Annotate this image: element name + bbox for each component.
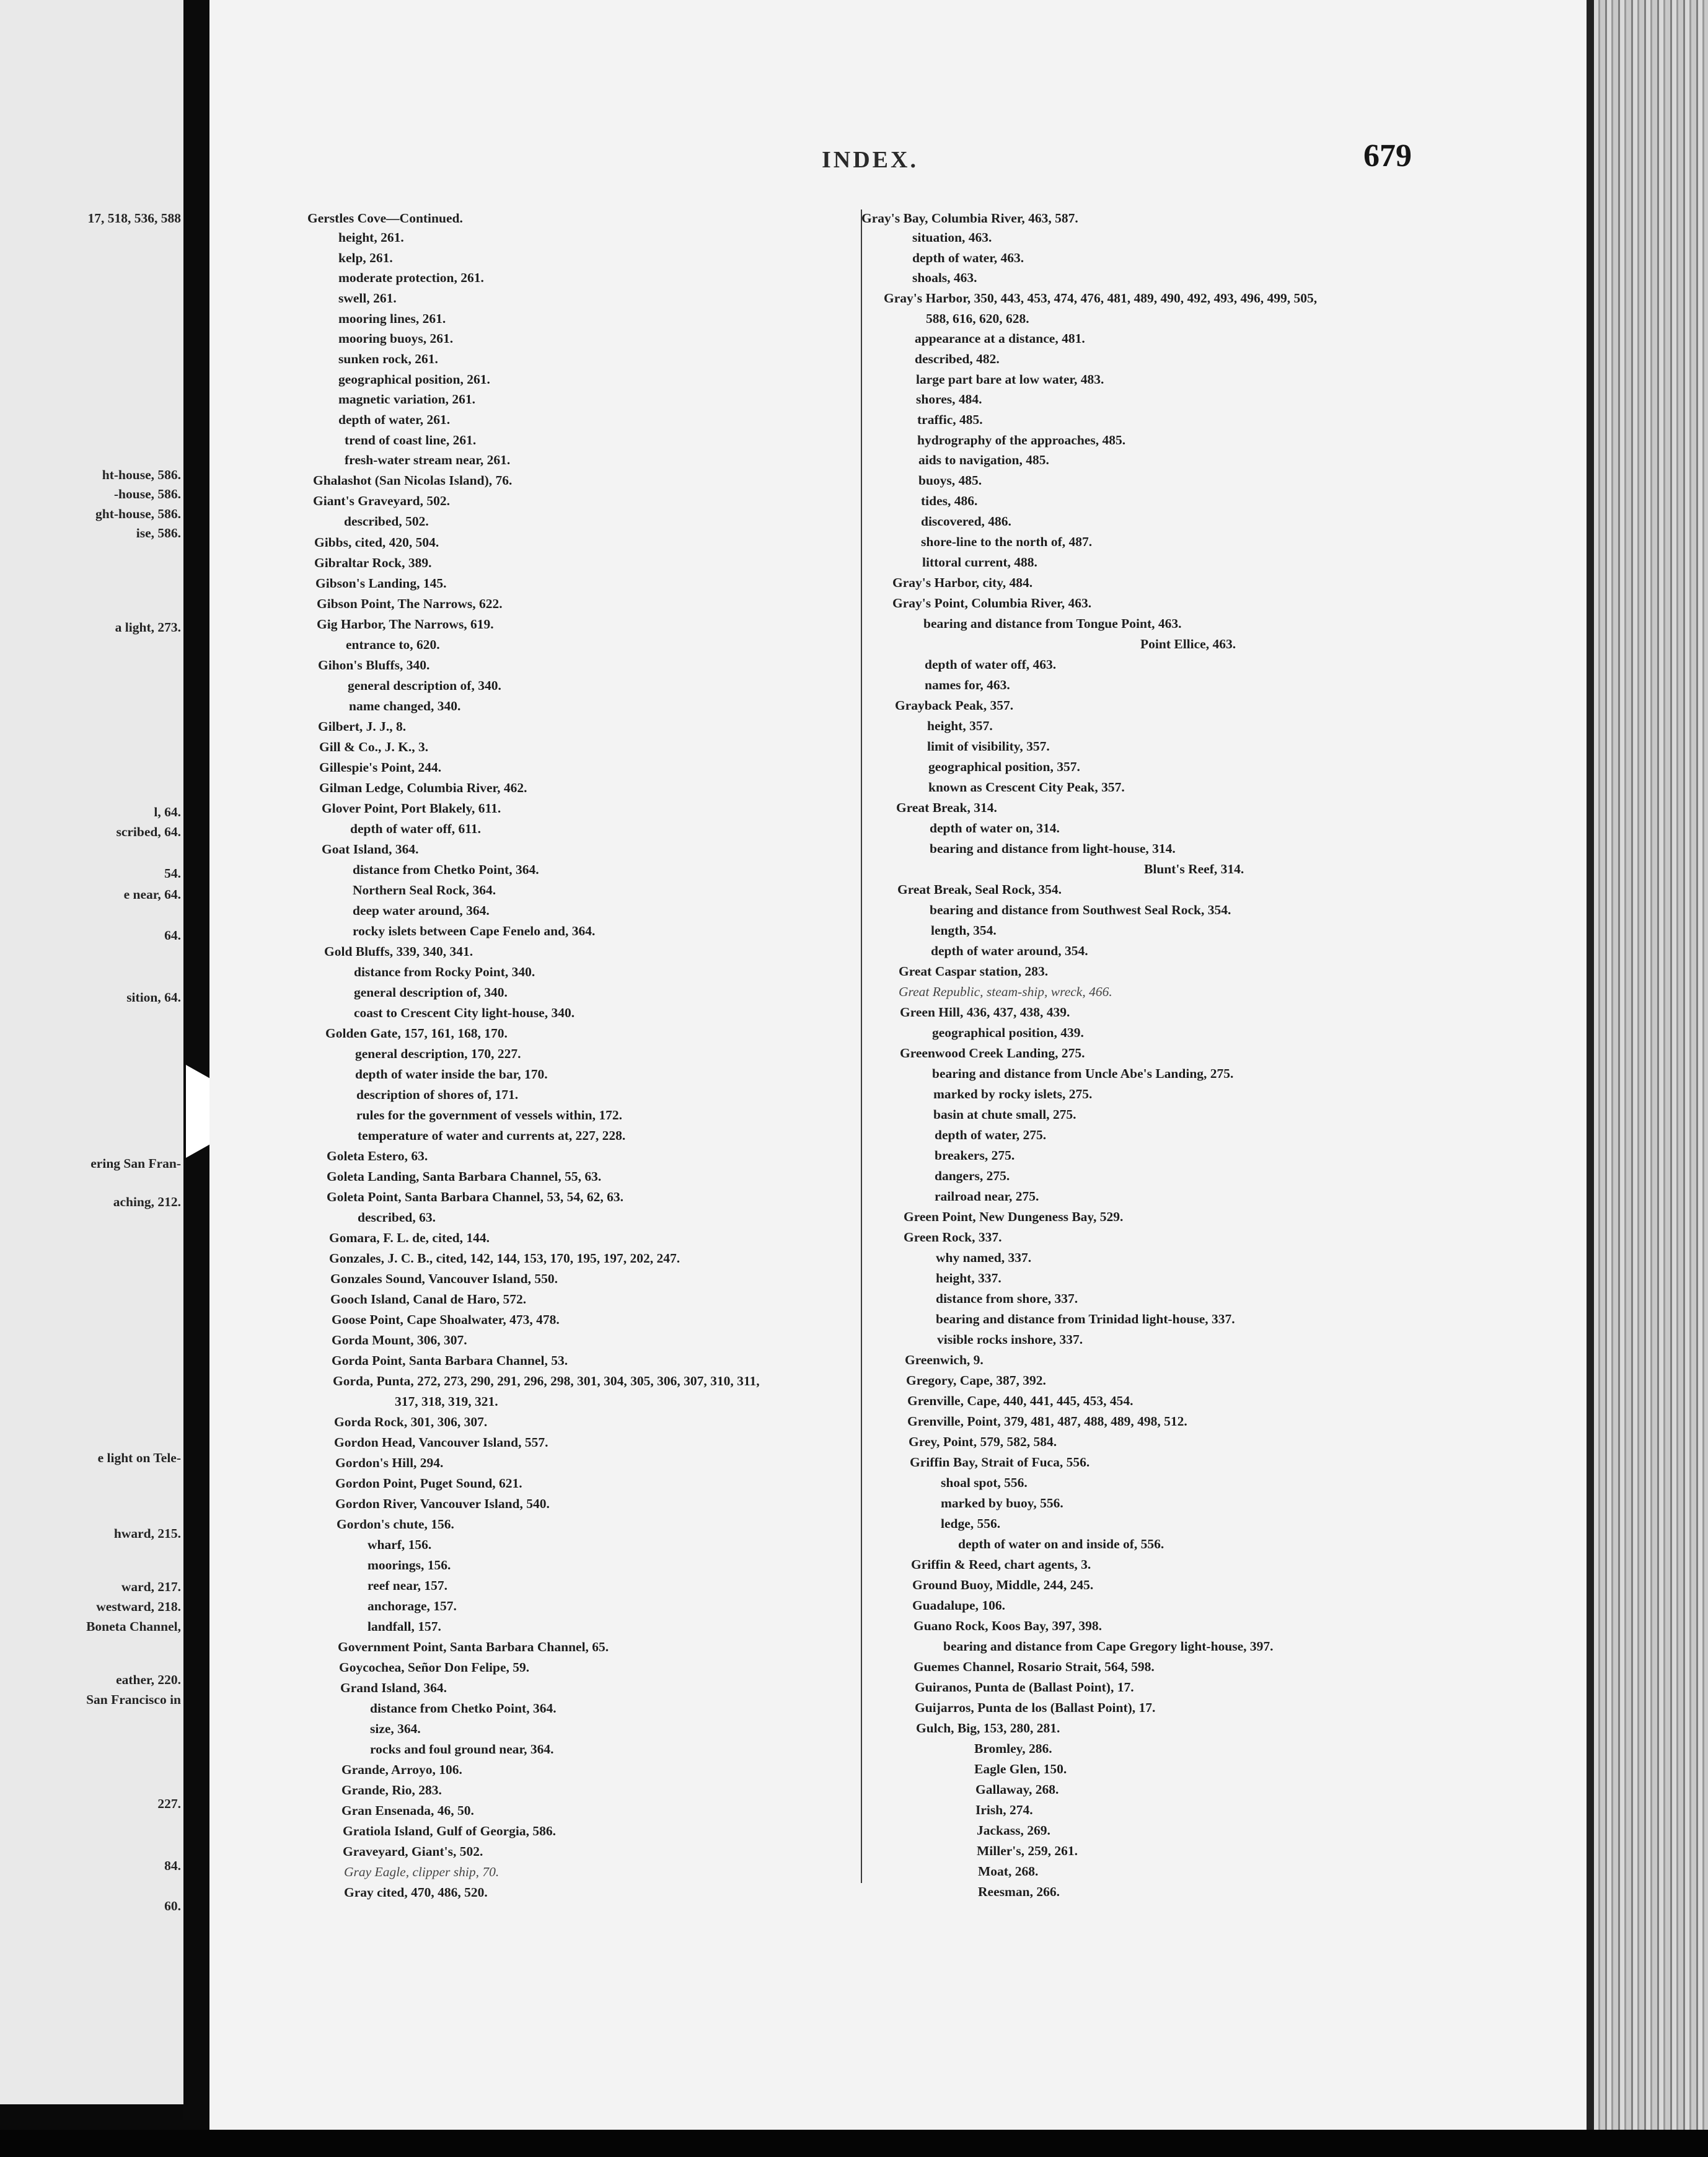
index-entry: Gonzales, J. C. B., cited, 142, 144, 153, 170, 195, 197, 202, 247.: [329, 1251, 680, 1266]
index-entry: Guano Rock, Koos Bay, 397, 398.: [913, 1618, 1103, 1633]
index-entry: Northern Seal Rock, 364.: [353, 883, 496, 898]
index-subentry: marked by rocky islets, 275.: [933, 1087, 1093, 1101]
index-entry: Gordon River, Vancouver Island, 540.: [335, 1496, 550, 1511]
scan-bottom-border: [0, 2130, 1708, 2157]
index-entry: Government Point, Santa Barbara Channel, 65.: [338, 1639, 609, 1654]
index-subentry: depth of water around, 354.: [931, 943, 1088, 958]
index-entry: Gilbert, J. J., 8.: [318, 719, 407, 734]
index-entry: Guiranos, Punta de (Ballast Point), 17.: [915, 1680, 1134, 1695]
index-subentry: described, 502.: [344, 514, 429, 529]
index-subentry: kelp, 261.: [338, 250, 393, 265]
index-subentry: coast to Crescent City light-house, 340.: [354, 1005, 575, 1020]
index-subentry: depth of water, 261.: [338, 412, 451, 427]
index-subentry: large part bare at low water, 483.: [916, 372, 1104, 387]
index-entry: Gordon Head, Vancouver Island, 557.: [334, 1435, 548, 1450]
index-entry: Gray's Bay, Columbia River, 463, 587.: [861, 211, 1078, 226]
index-entry: Griffin & Reed, chart agents, 3.: [911, 1557, 1091, 1572]
index-subentry: appearance at a distance, 481.: [915, 331, 1085, 346]
index-entry: Great Break, Seal Rock, 354.: [897, 882, 1062, 897]
index-subentry: marked by buoy, 556.: [941, 1496, 1063, 1511]
column-rule: [861, 210, 862, 1883]
index-entry: Gorda Point, Santa Barbara Channel, 53.: [332, 1353, 568, 1368]
index-subentry: dangers, 275.: [935, 1168, 1010, 1183]
index-subentry: bearing and distance from Trinidad light-house, 337.: [936, 1312, 1235, 1326]
index-subentry: anchorage, 157.: [368, 1599, 457, 1613]
index-entry: Great Caspar station, 283.: [899, 964, 1049, 979]
stacked-page-edges: [1594, 0, 1708, 2130]
index-entry: Goycochea, Señor Don Felipe, 59.: [339, 1660, 530, 1675]
index-entry: Gill & Co., J. K., 3.: [319, 739, 429, 754]
index-entry: Ghalashot (San Nicolas Island), 76.: [313, 473, 513, 488]
index-subentry: described, 482.: [915, 351, 1000, 366]
index-entry: Golden Gate, 157, 161, 168, 170.: [325, 1026, 508, 1041]
index-subentry: magnetic variation, 261.: [338, 392, 475, 407]
left-page-fragment: e near, 64.: [123, 887, 181, 902]
index-subentry: fresh-water stream near, 261.: [345, 452, 511, 467]
index-subentry: ledge, 556.: [941, 1516, 1001, 1531]
index-subentry: geographical position, 357.: [928, 759, 1080, 774]
index-entry: Gray's Harbor, 350, 443, 453, 474, 476, 481, 489, 490, 492, 493, 496, 499, 505,: [884, 291, 1318, 306]
index-entry: Gorda Rock, 301, 306, 307.: [334, 1414, 488, 1429]
index-subentry: name changed, 340.: [349, 699, 461, 713]
left-page-fragment: hward, 215.: [113, 1526, 181, 1541]
page-edge-shadow: [1587, 0, 1594, 2130]
index-subentry: distance from shore, 337.: [936, 1291, 1078, 1306]
index-subentry: description of shores of, 171.: [356, 1087, 519, 1102]
index-subentry: shoal spot, 556.: [941, 1475, 1028, 1490]
left-page-fragment: ward, 217.: [121, 1579, 181, 1594]
index-subentry: depth of water on, 314.: [930, 821, 1060, 836]
index-subentry: sunken rock, 261.: [338, 351, 438, 366]
index-entry: Guijarros, Punta de los (Ballast Point), 17.: [915, 1700, 1156, 1715]
index-entry: Gray's Point, Columbia River, 463.: [892, 596, 1092, 611]
index-entry: Grande, Rio, 283.: [341, 1783, 442, 1798]
left-page-fragment: sition, 64.: [126, 990, 181, 1005]
index-subentry: visible rocks inshore, 337.: [937, 1332, 1083, 1347]
index-subentry: geographical position, 439.: [932, 1025, 1084, 1040]
index-entry: Gratiola Island, Gulf of Georgia, 586.: [343, 1824, 556, 1838]
index-subentry: depth of water inside the bar, 170.: [355, 1067, 548, 1082]
index-subentry: entrance to, 620.: [346, 637, 440, 652]
index-entry: Goleta Landing, Santa Barbara Channel, 55, 63.: [327, 1169, 602, 1184]
index-subentry: breakers, 275.: [935, 1148, 1015, 1163]
left-page-fragment: l, 64.: [154, 805, 181, 819]
left-page-fragment: 227.: [157, 1796, 181, 1811]
index-subentry: traffic, 485.: [917, 412, 983, 427]
index-subentry: mooring lines, 261.: [338, 311, 446, 326]
index-entry: Eagle Glen, 150.: [974, 1762, 1067, 1776]
index-subentry: basin at chute small, 275.: [933, 1107, 1076, 1122]
index-entry: Griffin Bay, Strait of Fuca, 556.: [910, 1455, 1090, 1470]
index-entry: Irish, 274.: [975, 1802, 1033, 1817]
index-subentry: wharf, 156.: [368, 1537, 432, 1552]
index-entry: Jackass, 269.: [977, 1823, 1050, 1838]
index-subentry: geographical position, 261.: [338, 372, 490, 387]
left-page-fragment: eather, 220.: [116, 1672, 181, 1687]
index-entry: Grey, Point, 579, 582, 584.: [909, 1434, 1057, 1449]
index-entry: Goose Point, Cape Shoalwater, 473, 478.: [332, 1312, 560, 1327]
index-subentry: deep water around, 364.: [353, 903, 490, 918]
index-entry: Moat, 268.: [978, 1864, 1039, 1879]
index-subentry: names for, 463.: [925, 677, 1010, 692]
left-page-fragment: -house, 586.: [113, 487, 181, 501]
index-entry: Gordon's Hill, 294.: [335, 1455, 444, 1470]
index-entry: Grenville, Point, 379, 481, 487, 488, 489, 498, 512.: [907, 1414, 1187, 1429]
index-subentry: described, 63.: [358, 1210, 436, 1225]
index-entry: Goleta Estero, 63.: [327, 1149, 428, 1163]
index-subentry: tides, 486.: [921, 493, 978, 508]
index-entry: Gulch, Big, 153, 280, 281.: [916, 1721, 1060, 1736]
left-page-fragment: a light, 273.: [115, 620, 181, 635]
index-subentry: hydrography of the approaches, 485.: [917, 433, 1126, 448]
index-entry: Gallaway, 268.: [975, 1782, 1059, 1797]
index-subentry: depth of water on and inside of, 556.: [958, 1537, 1164, 1551]
index-subentry: distance from Rocky Point, 340.: [354, 964, 535, 979]
index-subentry: distance from Chetko Point, 364.: [370, 1701, 557, 1716]
index-entry: Giant's Graveyard, 502.: [313, 493, 450, 508]
index-subentry: distance from Chetko Point, 364.: [353, 862, 539, 877]
index-subentry: shoals, 463.: [912, 270, 977, 285]
index-entry: Green Rock, 337.: [904, 1230, 1002, 1245]
index-entry: Gooch Island, Canal de Haro, 572.: [330, 1292, 527, 1307]
index-subentry: shores, 484.: [916, 392, 982, 407]
index-entry: Grayback Peak, 357.: [895, 698, 1014, 713]
index-entry: Gold Bluffs, 339, 340, 341.: [324, 944, 473, 959]
index-entry: Goat Island, 364.: [322, 842, 419, 857]
index-entry: Guemes Channel, Rosario Strait, 564, 598.: [913, 1659, 1155, 1674]
index-entry: Goleta Point, Santa Barbara Channel, 53, 54, 62, 63.: [327, 1189, 623, 1204]
index-entry: Gray Eagle, clipper ship, 70.: [344, 1864, 500, 1879]
index-entry: Gibbs, cited, 420, 504.: [314, 535, 439, 550]
index-subentry: moderate protection, 261.: [338, 270, 484, 285]
index-subentry: littoral current, 488.: [922, 555, 1037, 570]
left-page-fragment: 54.: [164, 866, 181, 881]
index-subentry: height, 337.: [936, 1271, 1001, 1286]
index-subentry: railroad near, 275.: [935, 1189, 1039, 1204]
index-entry: Gomara, F. L. de, cited, 144.: [329, 1230, 490, 1245]
index-subentry: discovered, 486.: [921, 514, 1011, 529]
index-entry: Greenwood Creek Landing, 275.: [900, 1046, 1085, 1061]
left-page-fragment: Boneta Channel,: [86, 1619, 181, 1634]
index-subentry: buoys, 485.: [918, 473, 982, 488]
left-page-fragment: ise, 586.: [136, 526, 181, 540]
index-entry: Graveyard, Giant's, 502.: [343, 1844, 483, 1859]
running-header: INDEX.: [822, 147, 918, 173]
index-subentry: situation, 463.: [912, 230, 992, 245]
left-page-fragment: e light on Tele-: [97, 1450, 181, 1465]
index-subentry: mooring buoys, 261.: [338, 331, 454, 346]
index-entry: Blunt's Reef, 314.: [1144, 862, 1244, 876]
index-entry: Gibraltar Rock, 389.: [314, 555, 432, 570]
index-subentry: swell, 261.: [338, 291, 397, 306]
index-entry: Great Republic, steam-ship, wreck, 466.: [899, 984, 1112, 999]
left-page-fragment: ght-house, 586.: [95, 506, 181, 521]
index-entry: Grand Island, 364.: [340, 1680, 447, 1695]
index-entry: Great Break, 314.: [896, 800, 997, 815]
index-entry: Gerstles Cove—Continued.: [307, 211, 463, 226]
index-subentry: known as Crescent City Peak, 357.: [928, 780, 1125, 795]
index-entry: Gibson's Landing, 145.: [315, 576, 447, 591]
index-entry: Grenville, Cape, 440, 441, 445, 453, 454.: [907, 1393, 1134, 1408]
index-subentry: temperature of water and currents at, 227, 228.: [358, 1128, 626, 1143]
index-entry: Bromley, 286.: [974, 1741, 1052, 1756]
index-subentry: length, 354.: [931, 923, 997, 938]
index-subentry: moorings, 156.: [368, 1558, 451, 1573]
index-entry: Gorda, Punta, 272, 273, 290, 291, 296, 298, 301, 304, 305, 306, 307, 310, 311,: [333, 1374, 760, 1388]
left-page-fragment: 60.: [164, 1899, 181, 1913]
index-entry: Gregory, Cape, 387, 392.: [906, 1373, 1046, 1388]
index-entry: Gilman Ledge, Columbia River, 462.: [319, 780, 527, 795]
index-subentry: bearing and distance from Tongue Point, 463.: [923, 616, 1182, 631]
left-page-fragment: ering San Fran-: [90, 1156, 181, 1171]
index-subentry: rocks and foul ground near, 364.: [370, 1742, 554, 1757]
index-entry: Gillespie's Point, 244.: [319, 760, 442, 775]
index-entry: Gig Harbor, The Narrows, 619.: [317, 617, 494, 632]
index-subentry: rules for the government of vessels within, 172.: [356, 1108, 622, 1123]
left-page-fragment: scribed, 64.: [116, 824, 181, 839]
index-entry: Gray cited, 470, 486, 520.: [344, 1885, 488, 1900]
left-page-fragment: westward, 218.: [96, 1599, 181, 1614]
left-page-fragment: aching, 212.: [113, 1194, 181, 1209]
index-entry: Reesman, 266.: [978, 1884, 1060, 1899]
index-entry: Grande, Arroyo, 106.: [341, 1762, 462, 1777]
index-subentry: bearing and distance from Southwest Seal Rock, 354.: [930, 902, 1231, 917]
index-subentry: general description of, 340.: [354, 985, 508, 1000]
index-subentry: landfall, 157.: [368, 1619, 441, 1634]
index-entry: Greenwich, 9.: [905, 1352, 984, 1367]
index-entry: Ground Buoy, Middle, 244, 245.: [912, 1577, 1094, 1592]
index-entry: Gihon's Bluffs, 340.: [318, 658, 430, 673]
index-entry: Gonzales Sound, Vancouver Island, 550.: [330, 1271, 558, 1286]
index-subentry: general description, 170, 227.: [355, 1046, 521, 1061]
left-page-fragment: 84.: [164, 1858, 181, 1873]
index-subentry: trend of coast line, 261.: [345, 433, 477, 448]
index-entry: Green Hill, 436, 437, 438, 439.: [900, 1005, 1070, 1020]
left-page: [0, 0, 183, 2104]
index-entry: Glover Point, Port Blakely, 611.: [322, 801, 501, 816]
index-subentry: depth of water, 463.: [912, 250, 1024, 265]
index-subentry: bearing and distance from light-house, 314.: [930, 841, 1176, 856]
index-subentry: bearing and distance from Cape Gregory light-house, 397.: [943, 1639, 1274, 1654]
index-entry: Gran Ensenada, 46, 50.: [341, 1803, 474, 1818]
index-subentry: bearing and distance from Uncle Abe's Landing, 275.: [932, 1066, 1234, 1081]
index-subentry: depth of water off, 463.: [925, 657, 1057, 672]
index-entry: Gray's Harbor, city, 484.: [892, 575, 1033, 590]
index-entry: Miller's, 259, 261.: [977, 1843, 1078, 1858]
index-subentry: depth of water off, 611.: [350, 821, 482, 836]
left-page-fragment: 64.: [164, 928, 181, 943]
index-subentry: limit of visibility, 357.: [927, 739, 1050, 754]
index-subentry: aids to navigation, 485.: [918, 452, 1049, 467]
left-page-fragment: San Francisco in: [86, 1692, 181, 1707]
index-subentry: reef near, 157.: [368, 1578, 447, 1593]
index-entry: Green Point, New Dungeness Bay, 529.: [904, 1209, 1124, 1224]
index-subentry: 588, 616, 620, 628.: [926, 311, 1029, 326]
index-entry: Gordon's chute, 156.: [337, 1517, 454, 1532]
book-gutter: [183, 0, 209, 2120]
index-subentry: shore-line to the north of, 487.: [921, 534, 1093, 549]
page-number: 679: [1363, 138, 1412, 174]
index-subentry: general description of, 340.: [348, 678, 501, 693]
index-subentry: 317, 318, 319, 321.: [395, 1394, 498, 1409]
index-subentry: size, 364.: [370, 1721, 421, 1736]
index-subentry: why named, 337.: [936, 1250, 1032, 1265]
index-subentry: height, 357.: [927, 718, 993, 733]
index-subentry: rocky islets between Cape Fenelo and, 364.: [353, 924, 596, 938]
index-subentry: height, 261.: [338, 230, 404, 245]
index-entry: Point Ellice, 463.: [1140, 637, 1236, 651]
index-entry: Gordon Point, Puget Sound, 621.: [335, 1476, 522, 1491]
left-page-fragment: ht-house, 586.: [102, 467, 181, 482]
left-page-fragment: 17, 518, 536, 588: [87, 211, 181, 226]
index-entry: Gibson Point, The Narrows, 622.: [317, 596, 503, 611]
index-entry: Guadalupe, 106.: [912, 1598, 1005, 1613]
index-subentry: depth of water, 275.: [935, 1127, 1047, 1142]
index-entry: Gorda Mount, 306, 307.: [332, 1333, 467, 1348]
